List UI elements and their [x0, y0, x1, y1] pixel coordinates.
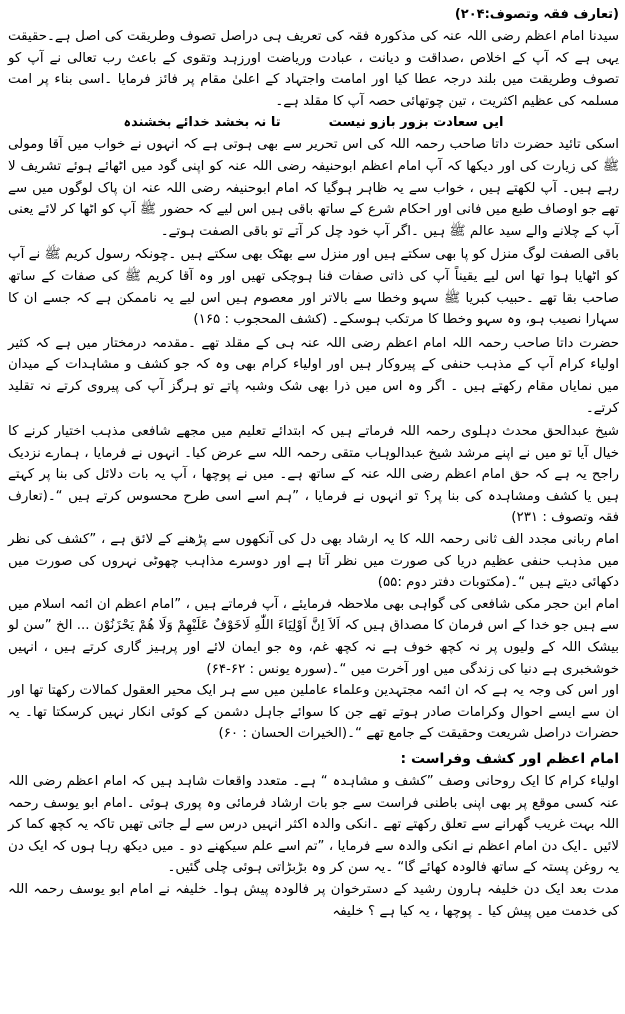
paragraph-kashf-mushahida: اولیاء کرام کا ایک روحانی وصف ”کشف و مشاہدہ “ ہے۔ متعدد واقعات شاہد ہیں کہ امام اعظم رضی اللہ عنہ کسی موقع پر بھی اپنی باطنی فراست سے جو بات ارشاد فرمائی وہ پوری ہوئی ۔امام ابو یوسف رحمہ اللہ بہت غریب گھرانے سے تعلق رکھتے تھے ۔انکی والدہ اکثر انہیں درس سے لے جاتی تھیں تاکہ یہ کچھ کما کر لائیں ۔ایک دن امام اعظم نے انکی والدہ سے فرمایا ، ”تم اسے علم سیکھنے دو ۔ میں دیکھ رہا ہوں کہ ایک دن یہ روغن پستہ کے ساتھ فالودہ کھائے گا“ ۔یہ سن کر وہ بڑبڑاتی ہوئی چلی گئیں۔: [8, 774, 619, 876]
couplet-line-2: تا نہ بخشد خدائے بخشندہ: [123, 115, 281, 131]
paragraph-data-sahib-dream: اسکی تائید حضرت داتا صاحب رحمہ اللہ کی اس تحریر سے بھی ہوتی ہے کہ انہوں نے خواب میں آقا ومولی ﷺ کی زیارت کی اور دیکھا کہ آپ امام اعظم ابوحنیفہ رضی اللہ عنہ کو اپنی گود میں اٹھائے ہوئے تشریف لا رہے ہیں۔ آپ لکھتے ہیں ، خواب سے یہ ظاہر ہوگیا کہ امام ابوحنیفہ رضی اللہ عنہ ان پاک لوگوں میں سے تھے جو اوصاف طبع میں فانی اور احکام شرع کے ساتھ باقی ہیں اس لیے کہ حضور ﷺ آپ کو اٹھا کر لائے یعنی آپ کے چلانے والے سید عالم ﷺ ہیں ۔اگر آپ خود چل کر آتے تو باقی الصفت ہوتے۔: [8, 137, 619, 239]
paragraph-baqi-al-sifat: باقی الصفت لوگ منزل کو پا بھی سکتے ہیں اور منزل سے بھٹک بھی سکتے ہیں ۔چونکہ رسول کریم ﷺ نے آپ کو اٹھایا ہوا تھا اس لیے یقیناً آپ کی ذاتی صفات فنا ہوچکی تھیں اور وہ آقا کریم ﷺ کی صفات کے ساتھ صاحب بقا تھے ۔حبیب کبریا ﷺ سہو وخطا سے بالاتر اور معصوم ہیں اس لیے یہ ناممکن ہے کہ جسے ان کا سہارا نصیب ہو، وہ سہو وخطا کا مرتکب ہوسکے۔ (کشف المحجوب : ۱۶۵): [8, 247, 619, 328]
paragraph-shaikh-abdul-haq: شیخ عبدالحق محدث دہلوی رحمہ اللہ فرماتے ہیں کہ ابتدائے تعلیم میں مجھے شافعی مذہب اختیار کرنے کا خیال آیا تو میں نے اپنے مرشد شیخ عبدالوہاب متقی رحمہ اللہ سے عرض کیا۔ انہوں نے فرمایا ، ہمارے نزدیک راجح یہ ہے کہ حق امام اعظم رضی اللہ عنہ کے ساتھ ہے۔ میں نے پوچھا ، آپ یہ بات دلائل کی بنا پر کہتے ہیں یا کشف ومشاہدہ کی بنا پر؟ تو انہوں نے فرمایا ، ”ہم اسے اسی طرح محسوس کرتے ہیں “۔(تعارف فقہ وتصوف : ۲۳۱): [8, 424, 619, 526]
section-heading-kashf: امام اعظم اور کشف وفراست :: [400, 751, 619, 767]
paragraph-intro: سیدنا امام اعظم رضی اللہ عنہ کی مذکورہ فقہ کی تعریف ہی دراصل تصوف وطریقت کی اصل ہے۔حقیقت یہی ہے کہ آپ کے اخلاص ،صداقت و دیانت ، عبادت وریاضت اورزہد وتقوی کے باعث رب تعالی نے آپ کو تصوف وطریقت میں بلند درجہ عطا کیا اور امامت واجتہاد کے اعلیٰ مقام پر فائز فرمایا ۔اسی بناء پر امت مسلمہ کی عظیم اکثریت ، تین چوتھائی حصہ آپ کا مقلد ہے۔: [8, 29, 619, 109]
paragraph-aimma-mujtahidin: اور اس کی وجہ یہ ہے کہ ان ائمہ مجتہدین وعلماء عاملین میں سے ہر ایک محیر العقول کمالات رکھتا تھا اور ان سے ایسے احوال وکرامات صادر ہوتے تھے جن کا سوائے جاہل دشمن کے کوئی انکار نہیں کرسکتا تھا۔ یہ حضرات دراصل شریعت وحقیقت کے جامع تھے “۔(الخیرات الحسان : ۶۰): [8, 683, 619, 742]
paragraph-ibn-hajar: امام ابن حجر مکی شافعی کی گواہی بھی ملاحظہ فرمایئے ، آپ فرماتے ہیں ، ”امام اعظم ان ائمہ اسلام میں سے ہیں جو خدا کے اس فرمان کا مصداق ہیں کہ اَلاَ اِنَّ اَوْلِیَاءَ اللّٰهِ لَاخَوْفٌ عَلَیْهِمْ وَلَا هُمْ یَحْزَنُوْن ... الخ ”سن لو بیشک اللہ کے ولیوں پر نہ کچھ خوف ہے نہ کچھ غم، وہ جو ایمان لائے اور پرہیز گاری کرتے ہیں ، انہیں خوشخبری ہے دنیا کی زندگی میں اور آخرت میں “۔(سورہ یونس : ۶۲-۶۴): [8, 596, 619, 677]
couplet-line-1: ایں سعادت بزور بازو نیست: [328, 115, 504, 131]
running-header: (تعارف فقہ وتصوف:۲۰۴): [454, 7, 619, 22]
paragraph-harun-rashid: مدت بعد ایک دن خلیفہ ہارون رشید کے دسترخوان پر فالودہ پیش ہوا۔ خلیفہ نے امام ابو یوسف رحمہ اللہ کی خدمت میں پیش کیا ۔ پوچھا ، یہ کیا ہے ؟ خلیفہ: [8, 881, 619, 919]
persian-couplet: [8, 112, 619, 134]
paragraph-data-sahib-muqallid: حضرت داتا صاحب رحمہ اللہ امام اعظم رضی اللہ عنہ ہی کے مقلد تھے ۔مقدمہ درمختار میں ہے کہ کثیر اولیاء کرام آپ کے مذہب حنفی کے پیروکار ہیں اور اولیاء کرام بھی وہ کہ جو کشف و مشاہدات کے میدان میں نمایاں مقام رکھتے ہیں ۔ اگر وہ اس میں ذرا بھی شک وشبہ پاتے تو ہرگز آپ کی پیروی کرتے نہ تقلید کرتے۔: [8, 335, 619, 416]
paragraph-mujaddid-alf-sani: امام ربانی مجدد الف ثانی رحمہ اللہ کا یہ ارشاد بھی دل کی آنکھوں سے پڑھنے کے لائق ہے ، ”کشف کی نظر میں مذہب حنفی عظیم دریا کی صورت میں نظر آتا ہے اور دوسرے مذاہب چھوٹی نہروں کی صورت میں دکھائی دیتے ہیں “۔(مکتوبات دفتر دوم :۵۵): [8, 532, 619, 591]
